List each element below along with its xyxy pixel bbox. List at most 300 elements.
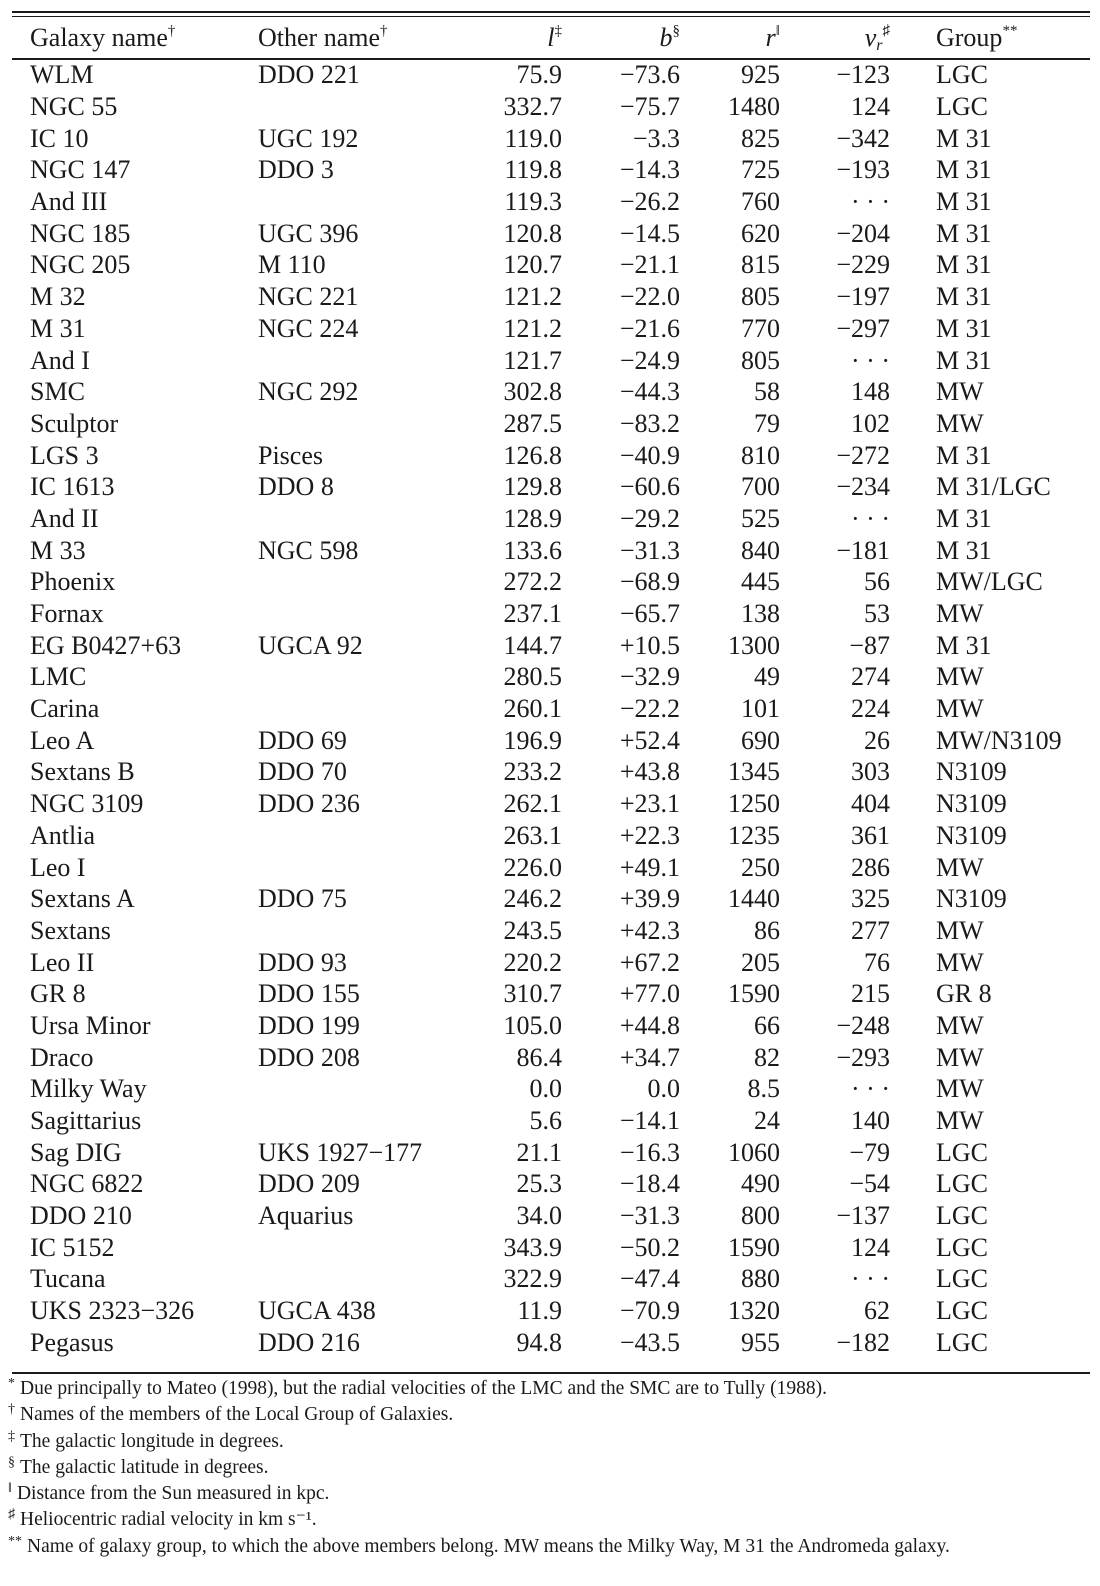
galaxy-name-cell: EG B0427+63 [30, 630, 182, 660]
longitude-cell: 119.8 [504, 155, 562, 185]
group-cell: N3109 [936, 820, 1007, 850]
latitude-cell: +23.1 [619, 789, 680, 819]
other-name-cell [258, 503, 494, 535]
galaxy-name-cell: IC 5152 [30, 1232, 115, 1262]
latitude-cell: −31.3 [619, 535, 680, 565]
other-name-cell: NGC 221 [258, 282, 359, 312]
other-name-cell: NGC 598 [258, 535, 359, 565]
distance-cell: 700 [741, 472, 780, 502]
table-row [12, 534, 1100, 566]
velocity-cell: 148 [851, 377, 890, 407]
table-row [12, 154, 1100, 186]
other-name-cell: DDO 209 [258, 1169, 360, 1199]
latitude-cell: +22.3 [619, 820, 680, 850]
longitude-cell: 121.2 [503, 313, 562, 343]
galaxy-name-cell: Sagittarius [30, 1106, 142, 1136]
distance-cell: 825 [741, 123, 780, 153]
velocity-cell: −342 [836, 123, 890, 153]
distance-cell: 880 [741, 1264, 780, 1294]
table-row [12, 1263, 1100, 1295]
distance-cell: 101 [741, 694, 780, 724]
distance-cell: 66 [754, 1010, 780, 1040]
galaxy-name-cell: NGC 147 [30, 155, 131, 185]
distance-cell: 445 [741, 567, 780, 597]
latitude-cell: −40.9 [619, 440, 680, 470]
longitude-cell: 233.2 [503, 757, 562, 787]
table-row [12, 313, 1100, 345]
table-row [12, 915, 1100, 947]
distance-cell: 1320 [728, 1296, 780, 1326]
galaxy-name-cell: Carina [30, 694, 100, 724]
galaxy-name-cell: UKS 2323−326 [30, 1296, 195, 1326]
latitude-cell: +42.3 [619, 915, 680, 945]
latitude-cell: −24.9 [619, 345, 680, 375]
other-name-cell: UKS 1927−177 [258, 1137, 423, 1167]
table-row [12, 1073, 1100, 1105]
latitude-cell: +39.9 [619, 884, 680, 914]
longitude-cell: 94.8 [516, 1327, 562, 1357]
other-name-cell [258, 851, 494, 883]
other-name-cell: UGC 192 [258, 123, 359, 153]
latitude-cell: 0.0 [647, 1074, 680, 1104]
galaxy-name-cell: Leo II [30, 947, 95, 977]
col-header-vr: $v_r^♯$ [864, 22, 890, 54]
table-row [12, 820, 1100, 852]
latitude-cell: +52.4 [619, 725, 680, 755]
galaxy-name-cell: LGS 3 [30, 440, 99, 470]
velocity-cell: −197 [836, 282, 890, 312]
latitude-cell: −43.5 [619, 1327, 680, 1357]
galaxy-name-cell: Sculptor [30, 408, 119, 438]
latitude-cell: +43.8 [619, 757, 680, 787]
group-cell: M 31 [936, 187, 992, 217]
velocity-cell: 140 [851, 1106, 890, 1136]
latitude-cell: −26.2 [619, 187, 680, 217]
table-row [12, 217, 1100, 249]
velocity-cell: 53 [864, 599, 890, 629]
longitude-cell: 34.0 [516, 1201, 562, 1231]
table-row [12, 503, 1100, 535]
velocity-cell: −193 [836, 155, 890, 185]
velocity-cell: −79 [849, 1137, 890, 1167]
table-row [12, 598, 1100, 630]
footnote-text: Heliocentric radial velocity in km s⁻¹. [20, 1509, 317, 1531]
velocity-cell: · · · [851, 187, 890, 217]
col-header-b: b§ [659, 22, 680, 52]
longitude-cell: 11.9 [517, 1296, 562, 1326]
distance-cell: 8.5 [747, 1074, 780, 1104]
table-row [12, 439, 1100, 471]
group-cell: MW [936, 1010, 984, 1040]
other-name-cell: UGCA 92 [258, 630, 363, 660]
longitude-cell: 220.2 [503, 947, 562, 977]
galaxy-name-cell: Antlia [30, 820, 95, 850]
distance-cell: 690 [741, 725, 780, 755]
velocity-cell: −182 [836, 1327, 890, 1357]
latitude-cell: +49.1 [619, 852, 680, 882]
latitude-cell: −75.7 [619, 92, 680, 122]
col-header-galaxy-name: Galaxy name† [30, 22, 176, 52]
table-row [12, 408, 1100, 440]
velocity-cell: 404 [851, 789, 890, 819]
other-name-cell: DDO 199 [258, 1010, 360, 1040]
group-cell: MW [936, 852, 984, 882]
group-cell: MW [936, 915, 984, 945]
galaxy-name-cell: NGC 205 [30, 250, 131, 280]
footnote: ** Name of galaxy group, to which the above members belong. MW means the Milky Way, M 31 the Andromeda galaxy. [8, 1533, 950, 1557]
latitude-cell: +67.2 [619, 947, 680, 977]
longitude-cell: 86.4 [516, 1042, 562, 1072]
group-cell: M 31 [936, 503, 992, 533]
velocity-cell: · · · [851, 1074, 890, 1104]
distance-cell: 250 [741, 852, 780, 882]
velocity-cell: −234 [836, 472, 890, 502]
latitude-cell: −70.9 [619, 1296, 680, 1326]
group-cell: M 31 [936, 123, 992, 153]
group-cell: M 31 [936, 218, 992, 248]
velocity-cell: −54 [849, 1169, 890, 1199]
longitude-cell: 302.8 [503, 377, 562, 407]
table-row [12, 1010, 1100, 1042]
longitude-cell: 119.3 [504, 187, 562, 217]
col-header-r: r‖ [765, 22, 780, 52]
footnote: * Due principally to Mateo (1998), but the radial velocities of the LMC and the SMC are to Tully (1988). [8, 1376, 827, 1399]
other-name-cell [258, 820, 494, 852]
group-cell: M 31 [936, 440, 992, 470]
table-row [12, 724, 1100, 756]
other-name-cell: UGCA 438 [258, 1296, 376, 1326]
table-row [12, 1231, 1100, 1263]
distance-cell: 925 [741, 60, 780, 90]
other-name-cell [258, 186, 494, 218]
longitude-cell: 263.1 [503, 820, 562, 850]
other-name-cell: Pisces [258, 440, 323, 470]
other-name-cell [258, 915, 494, 947]
longitude-cell: 5.6 [529, 1106, 562, 1136]
galaxy-name-cell: Sextans A [30, 884, 135, 914]
table-row [12, 1327, 1100, 1359]
galaxy-name-cell: Leo I [30, 852, 86, 882]
group-cell: M 31 [936, 313, 992, 343]
footnote-text: Distance from the Sun measured in kpc. [16, 1483, 330, 1505]
galaxy-name-cell: And III [30, 187, 108, 217]
velocity-cell: 325 [851, 884, 890, 914]
latitude-cell: −60.6 [619, 472, 680, 502]
galaxy-name-cell: Tucana [30, 1264, 106, 1294]
footnote: ‖ Distance from the Sun measured in kpc. [8, 1481, 330, 1505]
galaxy-name-cell: Leo A [30, 725, 95, 755]
footnote-text: Names of the members of the Local Group of Galaxies. [20, 1404, 454, 1426]
table-row [12, 91, 1100, 123]
group-cell: LGC [936, 92, 988, 122]
latitude-cell: −32.9 [619, 662, 680, 692]
other-name-cell [258, 91, 494, 123]
distance-cell: 725 [741, 155, 780, 185]
latitude-cell: −14.1 [619, 1106, 680, 1136]
velocity-cell: 124 [851, 92, 890, 122]
other-name-cell: Aquarius [258, 1201, 354, 1231]
galaxy-name-cell: NGC 55 [30, 92, 118, 122]
galaxy-name-cell: IC 1613 [30, 472, 115, 502]
longitude-cell: 226.0 [503, 852, 562, 882]
velocity-cell: 62 [864, 1296, 890, 1326]
velocity-cell: −229 [836, 250, 890, 280]
other-name-cell: UGC 396 [258, 218, 359, 248]
velocity-cell: 274 [851, 662, 890, 692]
group-cell: M 31 [936, 535, 992, 565]
distance-cell: 1060 [728, 1137, 780, 1167]
other-name-cell: NGC 224 [258, 313, 359, 343]
table-body [12, 57, 1100, 1358]
galaxy-name-cell: IC 10 [30, 123, 89, 153]
latitude-cell: −68.9 [619, 567, 680, 597]
distance-cell: 79 [754, 408, 780, 438]
galaxy-name-cell: Draco [30, 1042, 94, 1072]
other-name-cell: DDO 216 [258, 1327, 360, 1357]
velocity-cell: · · · [851, 345, 890, 375]
latitude-cell: −50.2 [619, 1232, 680, 1262]
longitude-cell: 332.7 [503, 92, 562, 122]
latitude-cell: −21.6 [619, 313, 680, 343]
table-row [12, 788, 1100, 820]
distance-cell: 1440 [728, 884, 780, 914]
other-name-cell [258, 1073, 494, 1105]
other-name-cell [258, 598, 494, 630]
other-name-cell: NGC 292 [258, 377, 359, 407]
group-cell: M 31 [936, 155, 992, 185]
group-cell: MW [936, 377, 984, 407]
other-name-cell: DDO 236 [258, 789, 360, 819]
group-cell: M 31/LGC [936, 472, 1051, 502]
distance-cell: 1590 [728, 1232, 780, 1262]
velocity-cell: · · · [851, 1264, 890, 1294]
other-name-cell: DDO 221 [258, 60, 360, 90]
table-row [12, 756, 1100, 788]
other-name-cell: DDO 155 [258, 979, 360, 1009]
group-cell: LGC [936, 1327, 988, 1357]
distance-cell: 138 [741, 599, 780, 629]
group-cell: MW [936, 599, 984, 629]
distance-cell: 955 [741, 1327, 780, 1357]
footnote: ‡ The galactic longitude in degrees. [8, 1428, 284, 1452]
latitude-cell: −47.4 [619, 1264, 680, 1294]
distance-cell: 810 [741, 440, 780, 470]
distance-cell: 525 [741, 503, 780, 533]
longitude-cell: 237.1 [503, 599, 562, 629]
longitude-cell: 262.1 [503, 789, 562, 819]
velocity-cell: −137 [836, 1201, 890, 1231]
distance-cell: 1345 [728, 757, 780, 787]
table-row [12, 661, 1100, 693]
group-cell: M 31 [936, 282, 992, 312]
group-cell: M 31 [936, 250, 992, 280]
longitude-cell: 75.9 [516, 60, 562, 90]
velocity-cell: · · · [851, 503, 890, 533]
latitude-cell: +77.0 [619, 979, 680, 1009]
longitude-cell: 129.8 [503, 472, 562, 502]
local-group-galaxies-table [12, 17, 1100, 1358]
velocity-cell: 361 [851, 820, 890, 850]
footnote: † Names of the members of the Local Group of Galaxies. [8, 1402, 454, 1426]
distance-cell: 1300 [728, 630, 780, 660]
galaxy-name-cell: Sextans B [30, 757, 135, 787]
distance-cell: 86 [754, 915, 780, 945]
velocity-cell: 124 [851, 1232, 890, 1262]
longitude-cell: 25.3 [516, 1169, 562, 1199]
table-bottom-rule [12, 1372, 1090, 1374]
velocity-cell: 224 [851, 694, 890, 724]
longitude-cell: 120.7 [503, 250, 562, 280]
distance-cell: 1480 [728, 92, 780, 122]
galaxy-name-cell: Sextans [30, 915, 111, 945]
velocity-cell: −297 [836, 313, 890, 343]
table-row [12, 471, 1100, 503]
latitude-cell: −22.2 [619, 694, 680, 724]
other-name-cell [258, 566, 494, 598]
latitude-cell: +34.7 [619, 1042, 680, 1072]
other-name-cell [258, 661, 494, 693]
galaxy-name-cell: M 32 [30, 282, 86, 312]
table-row [12, 249, 1100, 281]
distance-cell: 58 [754, 377, 780, 407]
longitude-cell: 310.7 [503, 979, 562, 1009]
other-name-cell: DDO 69 [258, 725, 347, 755]
other-name-cell [258, 693, 494, 725]
table-row [12, 851, 1100, 883]
other-name-cell: DDO 70 [258, 757, 347, 787]
longitude-cell: 144.7 [503, 630, 562, 660]
distance-cell: 49 [754, 662, 780, 692]
latitude-cell: +44.8 [619, 1010, 680, 1040]
footnote-text: Due principally to Mateo (1998), but the radial velocities of the LMC and the SMC are to Tully (1988). [20, 1378, 827, 1399]
longitude-cell: 196.9 [503, 725, 562, 755]
group-cell: N3109 [936, 757, 1007, 787]
longitude-cell: 133.6 [503, 535, 562, 565]
latitude-cell: −3.3 [632, 123, 680, 153]
velocity-cell: 26 [864, 725, 890, 755]
longitude-cell: 280.5 [503, 662, 562, 692]
distance-cell: 24 [754, 1106, 780, 1136]
distance-cell: 760 [741, 187, 780, 217]
group-cell: MW/LGC [936, 567, 1043, 597]
galaxy-name-cell: SMC [30, 377, 85, 407]
longitude-cell: 322.9 [503, 1264, 562, 1294]
longitude-cell: 246.2 [503, 884, 562, 914]
footnote-text: The galactic longitude in degrees. [20, 1430, 284, 1452]
latitude-cell: −83.2 [619, 408, 680, 438]
table-row [12, 122, 1100, 154]
velocity-cell: 286 [851, 852, 890, 882]
longitude-cell: 260.1 [503, 694, 562, 724]
group-cell: LGC [936, 60, 988, 90]
table-row [12, 1200, 1100, 1232]
other-name-cell: M 110 [258, 250, 326, 280]
longitude-cell: 121.7 [503, 345, 562, 375]
longitude-cell: 105.0 [503, 1010, 562, 1040]
other-name-cell [258, 408, 494, 440]
table-row [12, 1136, 1100, 1168]
table-row [12, 376, 1100, 408]
longitude-cell: 272.2 [503, 567, 562, 597]
latitude-cell: −31.3 [619, 1201, 680, 1231]
group-cell: MW [936, 408, 984, 438]
galaxy-name-cell: M 33 [30, 535, 86, 565]
footnote-text: Name of galaxy group, to which the above members belong. MW means the Milky Way, M 31 the Andromeda galaxy. [27, 1535, 950, 1557]
other-name-cell [258, 1231, 494, 1263]
velocity-cell: −248 [836, 1010, 890, 1040]
velocity-cell: 215 [851, 979, 890, 1009]
table-row [12, 57, 1100, 91]
footnote: ♯ Heliocentric radial velocity in km s⁻¹. [8, 1507, 317, 1531]
latitude-cell: −29.2 [619, 503, 680, 533]
longitude-cell: 128.9 [503, 503, 562, 533]
velocity-cell: 277 [851, 915, 890, 945]
table-row [12, 344, 1100, 376]
latitude-cell: −44.3 [619, 377, 680, 407]
latitude-cell: −22.0 [619, 282, 680, 312]
latitude-cell: −21.1 [619, 250, 680, 280]
distance-cell: 1590 [728, 979, 780, 1009]
table-top-rule [12, 11, 1090, 13]
distance-cell: 840 [741, 535, 780, 565]
table-row [12, 883, 1100, 915]
group-cell: M 31 [936, 345, 992, 375]
galaxy-name-cell: M 31 [30, 313, 86, 343]
footnotes [8, 1376, 1093, 1560]
longitude-cell: 121.2 [503, 282, 562, 312]
group-cell: MW [936, 694, 984, 724]
latitude-cell: −65.7 [619, 599, 680, 629]
galaxy-name-cell: WLM [30, 60, 94, 90]
group-cell: MW/N3109 [936, 725, 1062, 755]
velocity-cell: 303 [851, 757, 890, 787]
distance-cell: 770 [741, 313, 780, 343]
group-cell: LGC [936, 1169, 988, 1199]
group-cell: MW [936, 1106, 984, 1136]
group-cell: MW [936, 1042, 984, 1072]
table-row [12, 978, 1100, 1010]
other-name-cell [258, 344, 494, 376]
col-header-group: Group** [936, 22, 1018, 52]
footnote: § The galactic latitude in degrees. [8, 1454, 269, 1478]
velocity-cell: −272 [836, 440, 890, 470]
footnote-text: The galactic latitude in degrees. [20, 1456, 269, 1478]
group-cell: GR 8 [936, 979, 992, 1009]
group-cell: LGC [936, 1232, 988, 1262]
other-name-cell: DDO 3 [258, 155, 334, 185]
group-cell: N3109 [936, 789, 1007, 819]
distance-cell: 82 [754, 1042, 780, 1072]
velocity-cell: −293 [836, 1042, 890, 1072]
latitude-cell: −14.5 [619, 218, 680, 248]
longitude-cell: 243.5 [503, 915, 562, 945]
distance-cell: 805 [741, 345, 780, 375]
velocity-cell: −87 [849, 630, 890, 660]
galaxy-name-cell: Ursa Minor [30, 1010, 151, 1040]
group-cell: MW [936, 1074, 984, 1104]
galaxy-name-cell: Pegasus [30, 1327, 114, 1357]
galaxy-name-cell: LMC [30, 662, 87, 692]
col-header-other-name: Other name† [258, 22, 388, 52]
longitude-cell: 0.0 [529, 1074, 562, 1104]
latitude-cell: −14.3 [619, 155, 680, 185]
longitude-cell: 119.0 [504, 123, 562, 153]
galaxy-name-cell: NGC 6822 [30, 1169, 144, 1199]
table-row [12, 281, 1100, 313]
galaxy-name-cell: And II [30, 503, 99, 533]
table-row [12, 1168, 1100, 1200]
other-name-cell: DDO 208 [258, 1042, 360, 1072]
